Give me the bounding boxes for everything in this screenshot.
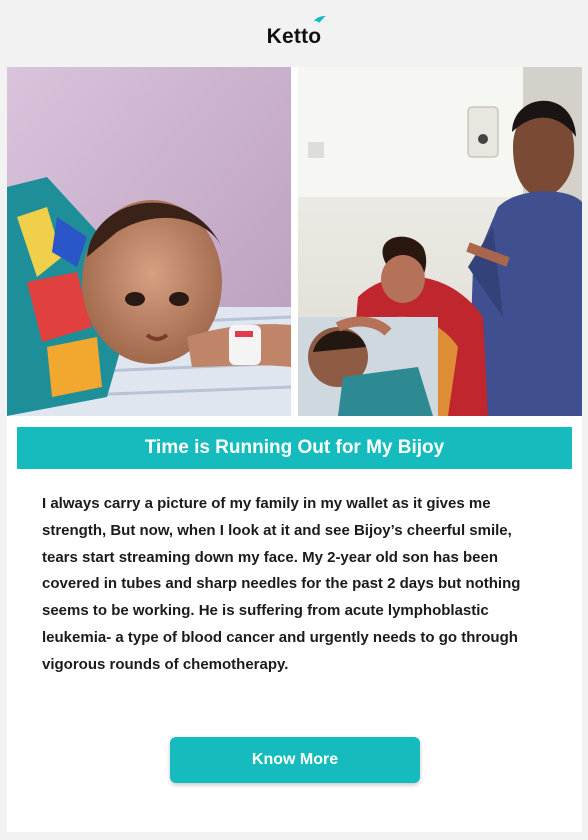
family-photo	[298, 67, 582, 416]
child-photo	[7, 67, 291, 416]
ketto-logo[interactable]	[267, 25, 322, 49]
campaign-card	[7, 67, 582, 832]
campaign-title: Time is Running Out for My Bijoy	[144, 437, 445, 458]
campaign-story: I always carry a picture of my family in my wallet as it gives me strength, But now, when I look at it and see Bijoy’s cheerful smile, tears start streaming down my face. My 2-year old son has been covered in tubes and sharp needles for the past 2 days but nothing seems to be working. He is suffering from acute lymphoblastic leukemia- a type of blood cancer and urgently needs to go through vigorous rounds of chemotherapy.	[42, 495, 521, 673]
know-more-button[interactable]: Know More	[170, 737, 420, 783]
logo-text: Ketto	[266, 25, 322, 48]
email-header	[0, 0, 588, 66]
campaign-title-bar	[17, 427, 572, 469]
bird-icon	[313, 15, 327, 25]
